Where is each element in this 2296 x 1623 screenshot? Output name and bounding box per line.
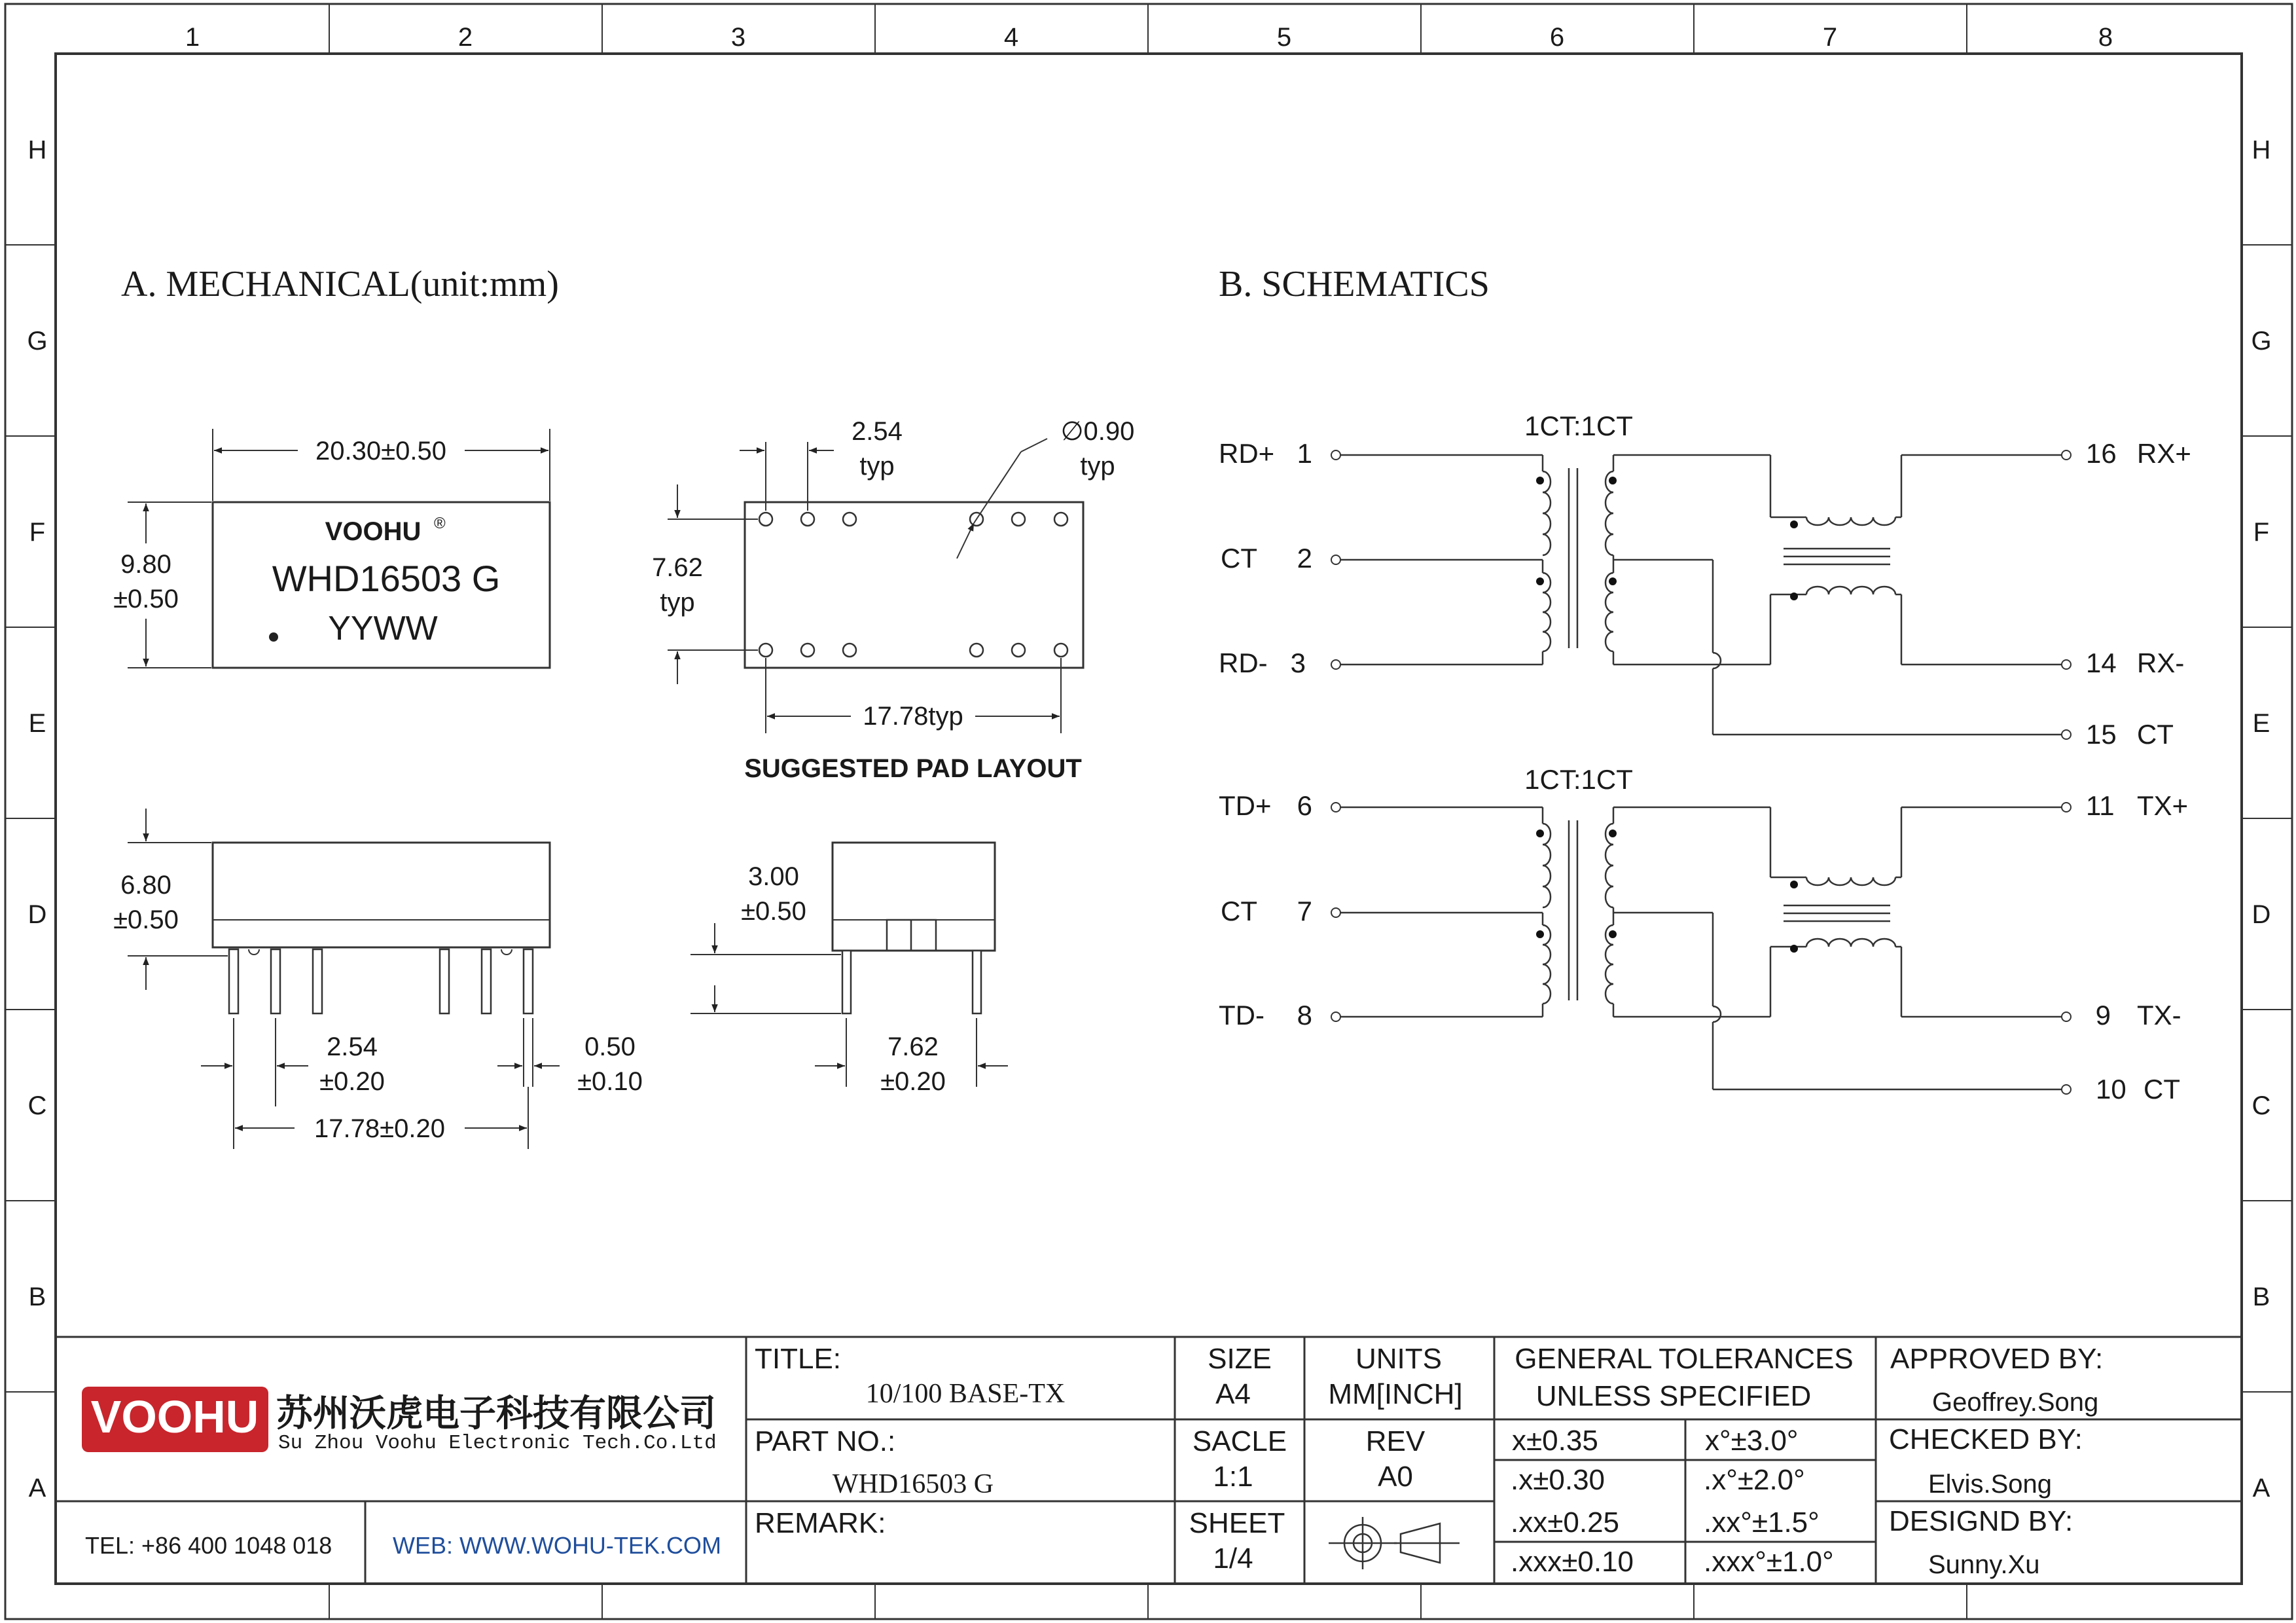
end-view bbox=[691, 843, 1008, 1096]
row-label: F bbox=[29, 518, 46, 547]
pin-pitch-tolerance: ±0.20 bbox=[319, 1067, 385, 1096]
title-value: 10/100 BASE-TX bbox=[865, 1379, 1066, 1409]
rx-turns-ratio: 1CT:1CT bbox=[1524, 410, 1633, 441]
projection-symbol-icon bbox=[1329, 1517, 1460, 1569]
tolerance-angular: x°±3.0° bbox=[1705, 1425, 1799, 1457]
checked-label: CHECKED BY: bbox=[1889, 1423, 2083, 1455]
pin-name: TX- bbox=[2137, 1000, 2181, 1030]
row-label: A bbox=[28, 1474, 46, 1503]
tolerance-angular: .xxx°±1.0° bbox=[1704, 1546, 1834, 1578]
row-label: B bbox=[2252, 1283, 2270, 1311]
tolerance-angular: .x°±2.0° bbox=[1704, 1464, 1805, 1496]
size-label: SIZE bbox=[1208, 1343, 1272, 1375]
height-dimension: 9.80 bbox=[120, 550, 171, 579]
tx-pin-labels bbox=[1219, 790, 2188, 1104]
column-label: 1 bbox=[185, 23, 200, 52]
channel-tx-dots bbox=[1536, 830, 1798, 953]
designed-label: DESIGND BY: bbox=[1889, 1505, 2073, 1537]
tel-text: TEL: +86 400 1048 018 bbox=[85, 1532, 332, 1559]
rx-pin-labels bbox=[1219, 438, 2191, 750]
pin-name: CT bbox=[1221, 896, 1257, 926]
row-label: G bbox=[27, 327, 48, 356]
approved-value: Geoffrey.Song bbox=[1932, 1388, 2099, 1417]
pin-name: RX+ bbox=[2137, 438, 2191, 469]
column-label: 4 bbox=[1003, 23, 1019, 52]
pad-layout-caption: SUGGESTED PAD LAYOUT bbox=[744, 754, 1082, 783]
pin1-dot bbox=[269, 632, 278, 642]
pin-width-dimension: 0.50 bbox=[584, 1032, 636, 1061]
pin-number: 9 bbox=[2095, 1000, 2111, 1030]
row-spacing-typ: typ bbox=[660, 588, 695, 617]
pin-name: TD- bbox=[1219, 1000, 1265, 1030]
pad-layout bbox=[652, 417, 1134, 783]
channel-rx bbox=[1340, 455, 2062, 735]
lead-length-tolerance: ±0.50 bbox=[741, 897, 806, 926]
pin-name: RX- bbox=[2137, 647, 2185, 678]
sheet-value: 1/4 bbox=[1213, 1542, 1253, 1575]
rev-label: REV bbox=[1365, 1425, 1426, 1457]
approved-label: APPROVED BY: bbox=[1890, 1343, 2104, 1375]
rev-value: A0 bbox=[1378, 1461, 1413, 1493]
pin-number: 3 bbox=[1290, 647, 1306, 678]
pin-width-tolerance: ±0.10 bbox=[577, 1067, 643, 1096]
channel-rx-terminals bbox=[1331, 450, 2071, 739]
pad-span-dimension: 17.78typ bbox=[863, 702, 963, 731]
company-name-en: Su Zhou Voohu Electronic Tech.Co.Ltd bbox=[278, 1432, 717, 1455]
company-logo bbox=[82, 1387, 268, 1452]
hole-diameter-dimension: ∅0.90 bbox=[1060, 417, 1135, 446]
channel-rx-dots bbox=[1536, 477, 1798, 600]
channel-tx bbox=[1340, 807, 2062, 1089]
row-label: D bbox=[2251, 900, 2271, 929]
column-label: 2 bbox=[457, 23, 473, 52]
body-height-tolerance: ±0.50 bbox=[113, 905, 179, 934]
hole-diameter-typ: typ bbox=[1080, 452, 1115, 481]
sheet-frame bbox=[5, 4, 2292, 1619]
pin-name: CT bbox=[2144, 1074, 2180, 1104]
top-view bbox=[113, 429, 550, 668]
tolerance-linear: .x±0.30 bbox=[1511, 1464, 1605, 1496]
pin-number: 2 bbox=[1297, 543, 1312, 574]
row-label: H bbox=[27, 136, 47, 164]
pad-pitch-dimension: 2.54 bbox=[852, 417, 903, 446]
pin-number: 16 bbox=[2086, 438, 2117, 469]
datecode-marking: YYWW bbox=[328, 610, 438, 647]
lead-length-dimension: 3.00 bbox=[748, 862, 799, 891]
pin-number: 7 bbox=[1297, 896, 1312, 926]
row-label: H bbox=[2251, 136, 2271, 164]
company-name-cn: 苏州沃虎电子科技有限公司 bbox=[276, 1393, 716, 1434]
pin-name: TD+ bbox=[1219, 790, 1272, 821]
column-label: 3 bbox=[730, 23, 746, 52]
units-label: UNITS bbox=[1355, 1343, 1442, 1375]
tolerance-linear: .xxx±0.10 bbox=[1511, 1546, 1634, 1578]
row-label: A bbox=[2252, 1474, 2270, 1503]
title-label: TITLE: bbox=[755, 1343, 842, 1375]
column-label: 5 bbox=[1276, 23, 1292, 52]
tolerance-linear: .xx±0.25 bbox=[1511, 1506, 1620, 1539]
tolerance-angular: .xx°±1.5° bbox=[1704, 1506, 1820, 1539]
row-label: C bbox=[27, 1091, 47, 1120]
scale-label: SACLE bbox=[1192, 1425, 1287, 1457]
pin-name: CT bbox=[1221, 543, 1257, 574]
row-label: F bbox=[2253, 518, 2270, 547]
pin-name: CT bbox=[2137, 719, 2174, 750]
pin-name: RD+ bbox=[1219, 438, 1275, 469]
row-label: D bbox=[27, 900, 47, 929]
units-value: MM[INCH] bbox=[1328, 1378, 1463, 1410]
row-pitch-tolerance: ±0.20 bbox=[880, 1067, 946, 1096]
tolerance-linear: x±0.35 bbox=[1512, 1425, 1598, 1457]
part-marking: WHD16503 G bbox=[272, 558, 501, 599]
size-value: A4 bbox=[1215, 1378, 1251, 1410]
schematic-heading: B. SCHEMATICS bbox=[1219, 264, 1490, 304]
registered-mark: ® bbox=[434, 515, 446, 532]
side-view bbox=[113, 809, 643, 1149]
column-label: 8 bbox=[2098, 23, 2113, 52]
tx-turns-ratio: 1CT:1CT bbox=[1524, 764, 1633, 795]
body-height-dimension: 6.80 bbox=[120, 871, 171, 900]
row-label: E bbox=[2252, 709, 2270, 738]
scale-value: 1:1 bbox=[1213, 1461, 1253, 1493]
row-pitch-dimension: 7.62 bbox=[888, 1032, 939, 1061]
pin-number: 6 bbox=[1297, 790, 1312, 821]
pin-number: 15 bbox=[2086, 719, 2117, 750]
row-label: E bbox=[28, 709, 46, 738]
checked-value: Elvis.Song bbox=[1928, 1470, 2052, 1499]
pin-number: 8 bbox=[1297, 1000, 1312, 1030]
pin-number: 11 bbox=[2086, 790, 2115, 821]
column-label: 7 bbox=[1822, 23, 1838, 52]
pin-number: 14 bbox=[2086, 647, 2117, 678]
mechanical-heading: A. MECHANICAL(unit:mm) bbox=[121, 264, 559, 304]
web-link[interactable]: WEB: WWW.WOHU-TEK.COM bbox=[393, 1532, 721, 1559]
width-dimension: 20.30±0.50 bbox=[315, 437, 446, 465]
frame-labels bbox=[27, 23, 2271, 1503]
pin-number: 1 bbox=[1297, 438, 1312, 469]
tolerance-title: GENERAL TOLERANCES bbox=[1515, 1343, 1854, 1375]
pin-number: 10 bbox=[2096, 1074, 2126, 1104]
designed-value: Sunny.Xu bbox=[1928, 1550, 2040, 1579]
sheet-label: SHEET bbox=[1189, 1507, 1285, 1539]
tolerance-subtitle: UNLESS SPECIFIED bbox=[1535, 1380, 1812, 1412]
pin-name: RD- bbox=[1219, 647, 1268, 678]
pad-pitch-typ: typ bbox=[859, 452, 895, 481]
pin-name: TX+ bbox=[2137, 790, 2189, 821]
row-label: C bbox=[2251, 1091, 2271, 1120]
row-label: G bbox=[2251, 327, 2272, 356]
part-value: WHD16503 G bbox=[832, 1469, 994, 1499]
channel-tx-terminals bbox=[1331, 803, 2071, 1094]
pin-pitch-dimension: 2.54 bbox=[327, 1032, 378, 1061]
part-label: PART NO.: bbox=[755, 1425, 896, 1457]
row-label: B bbox=[28, 1283, 46, 1311]
brand-mark: VOOHU bbox=[325, 517, 422, 546]
height-tolerance: ±0.50 bbox=[113, 585, 179, 613]
logo-text: VOOHU bbox=[90, 1391, 259, 1442]
row-spacing-dimension: 7.62 bbox=[652, 553, 703, 582]
column-label: 6 bbox=[1549, 23, 1565, 52]
pin-span-dimension: 17.78±0.20 bbox=[314, 1114, 445, 1143]
remark-label: REMARK: bbox=[755, 1507, 886, 1539]
